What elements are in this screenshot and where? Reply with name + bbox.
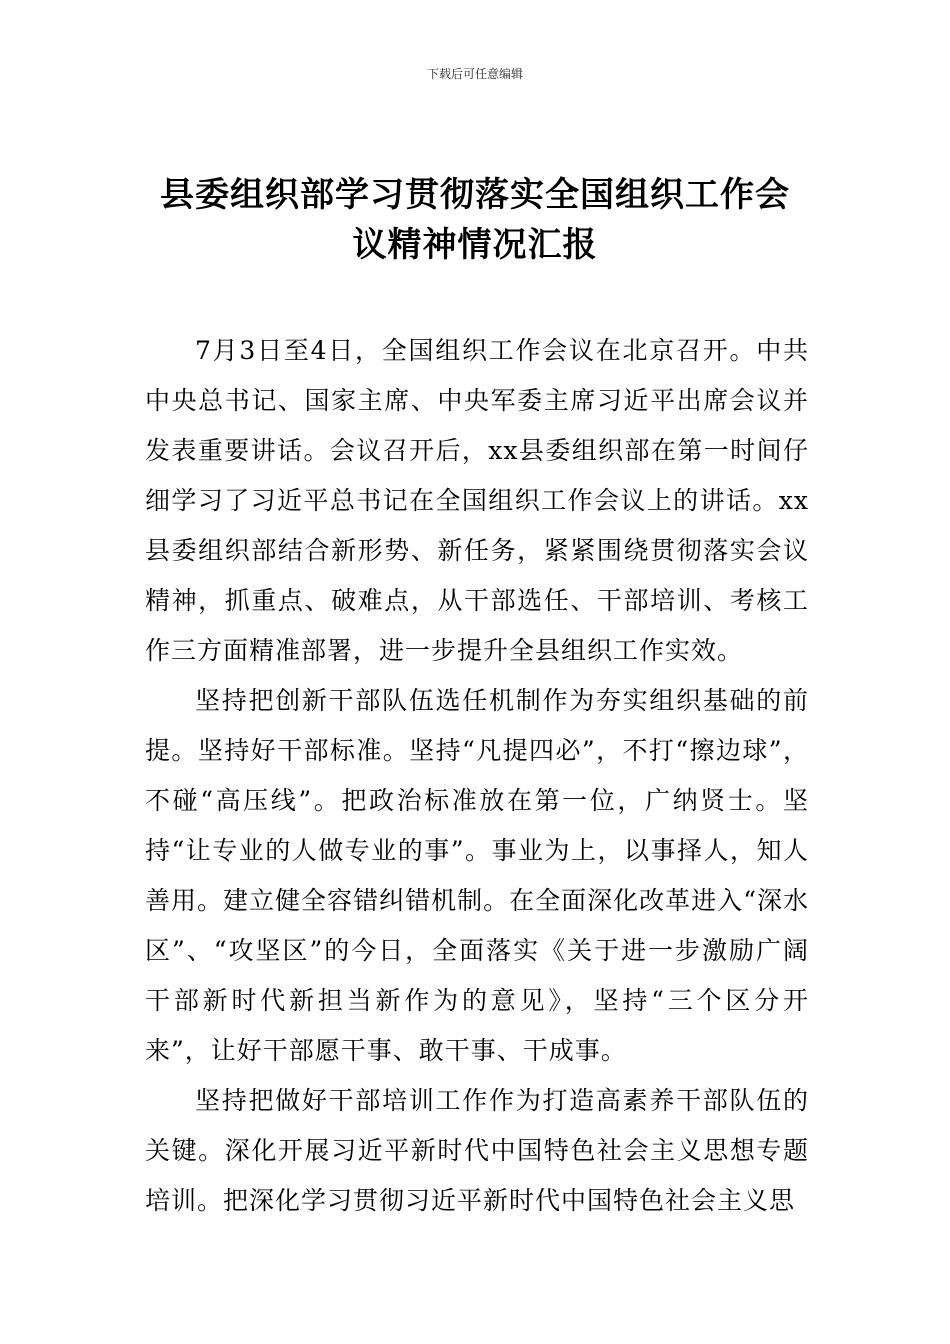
document-title: 县委组织部学习贯彻落实全国组织工作会议精神情况汇报: [160, 175, 790, 265]
header-note: 下载后可任意编辑: [426, 67, 523, 81]
body-paragraph-3: 坚持把做好干部培训工作作为打造高素养干部队伍的关键。深化开展习近平新时代中国特色社会主义思想专题培训。把深化学习贯彻习近平新时代中国特色社会主义思: [145, 1086, 809, 1215]
body-paragraph-1: 7月3日至4日，全国组织工作会议在北京召开。中共中央总书记、国家主席、中央军委主席习近平出席会议并发表重要讲话。会议召开后，xx县委组织部在第一时间仔细学习了习近平总书记在全国组织工作会议上的讲话。xx县委组织部结合新形势、新任务，紧紧围绕贯彻落实会议精神，抓重点、破难点，从干部选任、干部培训、考核工作三方面精准部署，进一步提升全县组织工作实效。: [145, 336, 809, 665]
body-paragraph-2: 坚持把创新干部队伍选任机制作为夯实组织基础的前提。坚持好干部标准。坚持“凡提四必”，不打“擦边球”，不碰“高压线”。把政治标准放在第一位，广纳贤士。坚持“让专业的人做专业的事”。事业为上，以事择人，知人善用。建立健全容错纠错机制。在全面深化改革进入“深水区”、“攻坚区”的今日，全面落实《关于进一步激励广阔干部新时代新担当新作为的意见》，坚持“三个区分开来”，让好干部愿干事、敢干事、干成事。: [145, 686, 809, 1065]
document-body: [145, 326, 809, 1226]
